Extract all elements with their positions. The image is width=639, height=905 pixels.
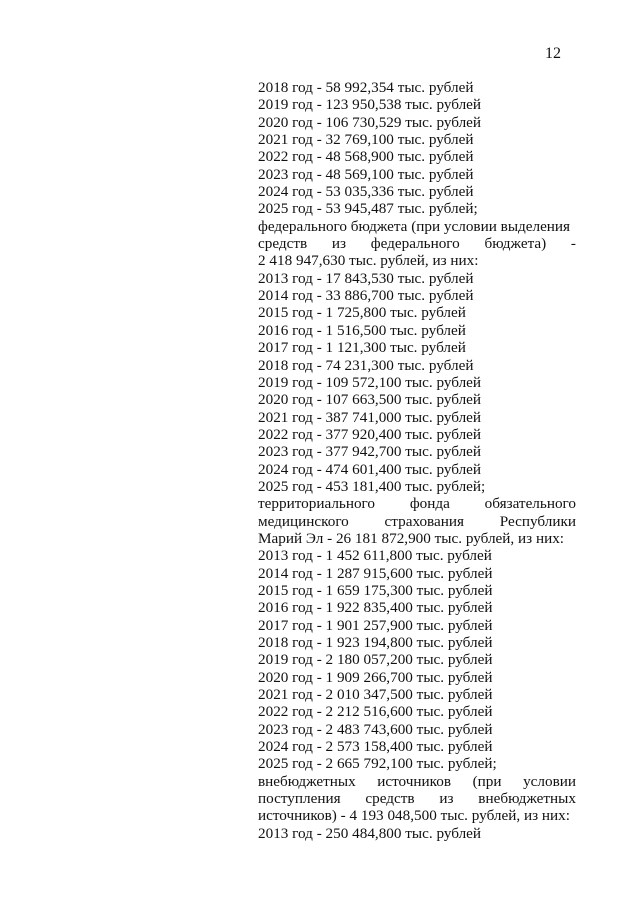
word: из [331,235,347,253]
year-line: 2019 год - 2 180 057,200 тыс. рублей [258,651,493,669]
federal-total-line: 2 418 947,630 тыс. рублей, из них: [258,252,479,270]
word: Республики [499,512,576,530]
word: федерального [370,235,460,253]
word: источников [377,772,452,790]
year-line: 2025 год - 2 665 792,100 тыс. рублей; [258,755,497,773]
federal-heading-line: федерального бюджета (при условии выделения [258,217,571,235]
year-line: 2014 год - 33 886,700 тыс. рублей [258,287,474,305]
year-line: 2024 год - 474 601,400 тыс. рублей [258,460,482,478]
year-line: 2014 год - 1 287 915,600 тыс. рублей [258,564,493,582]
word: условии [523,772,576,790]
word: средств [365,790,415,808]
word: внебюджетных [258,772,356,790]
word: средств [258,235,308,253]
year-line: 2022 год - 377 920,400 тыс. рублей [258,425,482,443]
year-line: 2020 год - 107 663,500 тыс. рублей [258,391,482,409]
year-line: 2013 год - 250 484,800 тыс. рублей [258,824,482,842]
year-line: 2017 год - 1 121,300 тыс. рублей [258,339,466,357]
year-line: 2019 год - 109 572,100 тыс. рублей [258,373,482,391]
year-line: 2022 год - 48 568,900 тыс. рублей [258,148,474,166]
year-line: 2025 год - 453 181,400 тыс. рублей; [258,477,486,495]
year-line: 2021 год - 387 741,000 тыс. рублей [258,408,482,426]
year-line: 2015 год - 1 725,800 тыс. рублей [258,304,466,322]
year-line: 2018 год - 74 231,300 тыс. рублей [258,356,474,374]
word: медицинского [258,512,349,530]
year-line: 2018 год - 1 923 194,800 тыс. рублей [258,634,493,651]
year-line: 2016 год - 1 516,500 тыс. рублей [258,321,466,339]
year-line: 2023 год - 2 483 743,600 тыс. рублей [258,720,493,738]
word: территориального [258,495,375,513]
extrabudgetary-total-line: источников) - 4 193 048,500 тыс. рублей, из них: [258,807,570,825]
territorial-heading-line-justified [258,495,576,512]
year-line: 2024 год - 2 573 158,400 тыс. рублей [258,738,493,756]
year-line: 2021 год - 32 769,100 тыс. рублей [258,131,474,149]
page-number: 12 [545,45,561,62]
word: (при [472,772,502,790]
extrabudgetary-heading-line-justified [258,790,576,807]
territorial-total-line: Марий Эл - 26 181 872,900 тыс. рублей, из них: [258,529,565,547]
word: внебюджетных [478,790,576,808]
year-line: 2015 год - 1 659 175,300 тыс. рублей [258,581,493,599]
year-line: 2025 год - 53 945,487 тыс. рублей; [258,200,478,218]
word: - [570,235,576,253]
word: из [439,790,454,808]
federal-heading-line-justified [258,235,576,252]
year-line: 2013 год - 1 452 611,800 тыс. рублей [258,547,492,565]
word: страхования [384,512,465,530]
year-line: 2016 год - 1 922 835,400 тыс. рублей [258,599,493,617]
year-line: 2013 год - 17 843,530 тыс. рублей [258,269,474,287]
territorial-heading-line-justified [258,513,576,530]
year-line: 2019 год - 123 950,538 тыс. рублей [258,96,482,114]
year-line: 2020 год - 106 730,529 тыс. рублей [258,113,482,131]
year-line: 2023 год - 48 569,100 тыс. рублей [258,165,474,183]
word: обязательного [484,495,576,513]
year-line: 2017 год - 1 901 257,900 тыс. рублей [258,616,493,634]
word: фонда [409,495,450,513]
year-line: 2018 год - 58 992,354 тыс. рублей [258,79,474,96]
word: поступления [258,790,341,808]
year-line: 2021 год - 2 010 347,500 тыс. рублей [258,686,493,704]
word: бюджета) [484,235,547,253]
year-line: 2024 год - 53 035,336 тыс. рублей [258,183,474,201]
year-line: 2023 год - 377 942,700 тыс. рублей [258,443,482,461]
year-line: 2020 год - 1 909 266,700 тыс. рублей [258,668,493,686]
document-body [258,79,576,842]
extrabudgetary-heading-line-justified [258,773,576,790]
year-line: 2022 год - 2 212 516,600 тыс. рублей [258,703,493,721]
